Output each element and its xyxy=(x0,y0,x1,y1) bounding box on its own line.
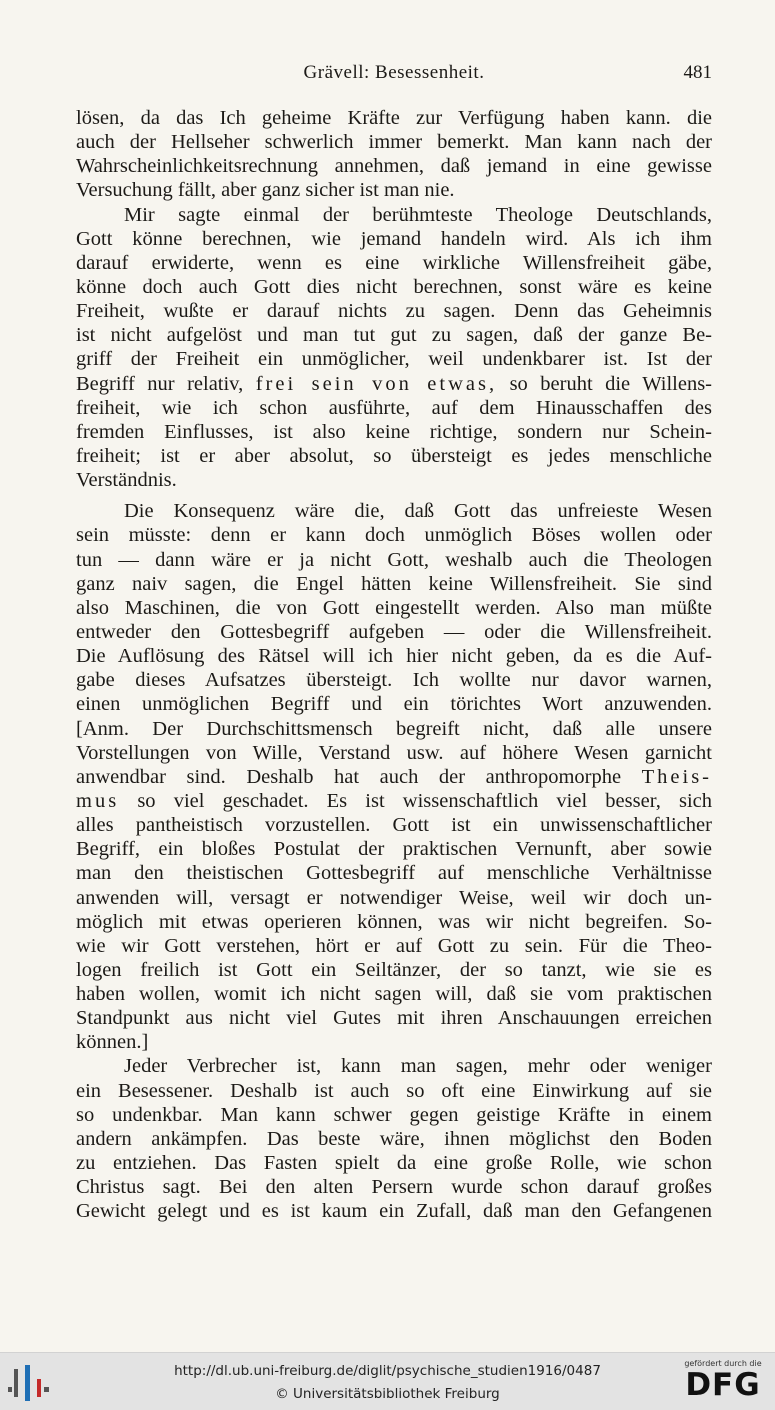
text-line: Standpunkt aus nicht viel Gutes mit ihren Anschauungen erreichen xyxy=(76,1007,712,1030)
text-line: Freiheit, wußte er darauf nichts zu sagen. Denn das Geheimnis xyxy=(76,300,712,323)
text-line: alles pantheistisch vorzustellen. Gott ist ein unwissenschaftlicher xyxy=(76,814,712,837)
text-line: Gewicht gelegt und es ist kaum ein Zufall, daß man den Gefangenen xyxy=(76,1200,712,1223)
text-line: fremden Einflusses, ist also keine richtige, sondern nur Schein- xyxy=(76,420,712,443)
dfg-logo-text: DFG xyxy=(685,1367,761,1403)
text-line: man den theistischen Gottesbegriff auf menschliche Verhältnisse xyxy=(76,862,712,885)
text-line: [Anm. Der Durchschittsmensch begreift nicht, daß alle unsere xyxy=(76,717,712,740)
emphasized-text: frei sein von etwas, xyxy=(255,372,498,395)
text-segment: anwendbar sind. Deshalb hat auch der anthropomorphe xyxy=(76,765,622,788)
text-line xyxy=(76,789,712,813)
text-line: tun — dann wäre er ja nicht Gott, weshalb auch die Theologen xyxy=(76,548,712,571)
text-line: so undenkbar. Man kann schwer gegen geistige Kräfte in einem xyxy=(76,1103,712,1126)
text-line: können.] xyxy=(76,1031,149,1054)
text-line: möglich mit etwas operieren können, was wir nicht begreifen. So- xyxy=(76,910,712,933)
text-line: sein müsste: denn er kann doch unmöglich Böses wollen oder xyxy=(76,524,712,547)
emphasized-text: Theis- xyxy=(641,765,712,788)
dfg-logo xyxy=(681,1359,765,1405)
text-line: andern ankämpfen. Das beste wäre, ihnen möglichst den Boden xyxy=(76,1127,712,1150)
text-line: gabe dieses Aufsatzes übersteigt. Ich wollte nur davor warnen, xyxy=(76,669,712,692)
text-line xyxy=(76,765,712,789)
text-line: freiheit, wie ich schon ausführte, auf dem Hinausschaffen des xyxy=(76,396,712,419)
text-segment: Begriff nur relativ, xyxy=(76,372,244,395)
text-line: griff der Freiheit ein unmöglicher, weil undenkbarer ist. Ist der xyxy=(76,348,712,371)
text-line: zu entziehen. Das Fasten spielt da eine große Rolle, wie schon xyxy=(76,1152,712,1175)
text-line: ein Besessener. Deshalb ist auch so oft eine Einwirkung auf sie xyxy=(76,1079,712,1102)
text-line: freiheit; ist er aber absolut, so übersteigt es jedes menschliche xyxy=(76,444,712,467)
text-line: also Maschinen, die von Gott eingestellt werden. Also man müßte xyxy=(76,596,712,619)
page-number: 481 xyxy=(683,62,712,83)
copyright-notice: © Universitätsbibliothek Freiburg xyxy=(275,1386,500,1402)
text-line: Die Auflösung des Rätsel will ich hier nicht geben, da es die Auf- xyxy=(76,645,712,668)
text-line: Christus sagt. Bei den alten Persern wurde schon darauf großes xyxy=(76,1176,712,1199)
running-header xyxy=(76,62,712,92)
text-segment: so beruht die Willens- xyxy=(509,372,712,395)
dfg-funding-label: gefördert durch die xyxy=(684,1359,762,1368)
text-line: lösen, da das Ich geheime Kräfte zur Verfügung haben kann. die xyxy=(76,107,712,129)
text-line xyxy=(76,372,712,396)
text-line: Gott könne berechnen, wie jemand handeln wird. Als ich ihm xyxy=(76,227,712,250)
text-line: Die Konsequenz wäre die, daß Gott das unfreieste Wesen xyxy=(124,500,712,523)
running-title: Grävell: Besessenheit. xyxy=(303,62,485,83)
text-line: ist nicht aufgelöst und man tut gut zu sagen, daß der ganze Be- xyxy=(76,324,712,347)
text-line: anwenden will, versagt er notwendiger Weise, weil wir doch un- xyxy=(76,886,712,909)
text-line: haben wollen, womit ich nicht sagen will, daß sie vom praktischen xyxy=(76,983,712,1006)
text-line: Wahrscheinlichkeitsrechnung annehmen, daß jemand in eine gewisse xyxy=(76,155,712,178)
text-line: Begriff, ein bloßes Postulat der praktischen Vernunft, aber sowie xyxy=(76,838,712,861)
text-line: wie wir Gott verstehen, hört er auf Gott zu sein. Für die Theo- xyxy=(76,934,712,957)
text-line: Versuchung fällt, aber ganz sicher ist man nie. xyxy=(76,179,455,202)
viewer-footer xyxy=(0,1352,775,1410)
text-line: Vorstellungen von Wille, Verstand usw. auf höhere Wesen garnicht xyxy=(76,741,712,764)
text-line: Jeder Verbrecher ist, kann man sagen, mehr oder weniger xyxy=(124,1055,712,1078)
text-line: auch der Hellseher schwerlich immer bemerkt. Man kann nach der xyxy=(76,131,712,154)
source-url-link[interactable]: http://dl.ub.uni-freiburg.de/diglit/psychische_studien1916/0487 xyxy=(174,1363,601,1379)
text-segment: so viel geschadet. Es ist wissenschaftlich viel besser, sich xyxy=(137,789,712,812)
text-line: Mir sagte einmal der berühmteste Theologe Deutschlands, xyxy=(124,203,712,226)
text-line: Verständnis. xyxy=(76,469,177,492)
text-line: entweder den Gottesbegriff aufgeben — oder die Willensfreiheit. xyxy=(76,620,712,643)
emphasized-text: mus xyxy=(76,789,120,812)
text-line: ganz naiv sagen, die Engel hätten keine Willensfreiheit. Sie sind xyxy=(76,572,712,595)
text-line: einen unmöglichen Begriff und ein törichtes Wort anzuwenden. xyxy=(76,693,712,716)
text-line: logen freilich ist Gott ein Seiltänzer, der so tanzt, wie sie es xyxy=(76,958,712,981)
text-line: könne doch auch Gott dies nicht berechnen, sonst wäre es keine xyxy=(76,275,712,298)
text-line: darauf erwiderte, wenn es eine wirkliche Willensfreiheit gäbe, xyxy=(76,251,712,274)
body-text xyxy=(76,106,712,1223)
